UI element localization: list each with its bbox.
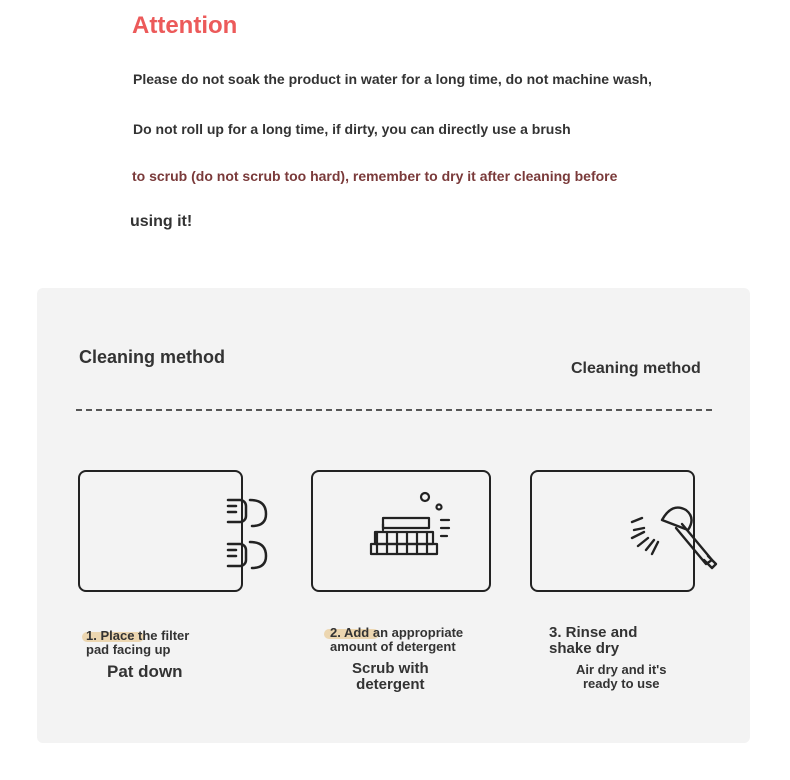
- step-3-label: [549, 625, 637, 657]
- cleaning-title-left: Cleaning method: [79, 347, 226, 367]
- step-2-label-line-2: amount of detergent: [330, 638, 456, 654]
- step-2-caption-line-2: detergent: [356, 675, 425, 693]
- step-1-box: [78, 470, 243, 592]
- step-2-caption-line-1: Scrub with: [352, 660, 429, 677]
- step-1-label-line-2: pad facing up: [86, 641, 171, 657]
- step-3-caption-line-1: Air dry and it's: [576, 662, 667, 677]
- step-1-label: [86, 629, 189, 656]
- step-2-caption: [352, 661, 429, 693]
- step-2-label: [330, 626, 463, 653]
- brush-detergent-icon: [313, 472, 489, 590]
- step-2-label-line-1: 2. Add an appropriate: [330, 625, 464, 640]
- step-3-label-line-1: 3. Rinse and: [549, 624, 638, 641]
- cleaning-title-right: Cleaning method: [571, 360, 701, 377]
- attention-line-1: Please do not soak the product in water for a long time, do not machine wash,: [133, 71, 652, 87]
- step-3-box: [530, 470, 695, 592]
- attention-line-3: to scrub (do not scrub too hard), remember to dry it after cleaning before: [132, 168, 618, 184]
- step-1-label-line-1: 1. Place the filter: [86, 628, 190, 643]
- attention-title: Attention: [132, 12, 238, 39]
- step-3-caption-line-2: ready to use: [582, 675, 660, 691]
- shower-head-icon: [532, 472, 732, 602]
- dashed-divider: [76, 409, 712, 411]
- hands-pat-icon: [80, 472, 280, 602]
- step-1-caption: Pat down: [107, 662, 183, 681]
- step-2-box: [311, 470, 491, 592]
- step-3-caption: [576, 663, 667, 690]
- attention-line-2: Do not roll up for a long time, if dirty, you can directly use a brush: [133, 121, 571, 137]
- step-3-label-line-2: shake dry: [549, 639, 620, 657]
- attention-line-4: using it!: [130, 213, 193, 230]
